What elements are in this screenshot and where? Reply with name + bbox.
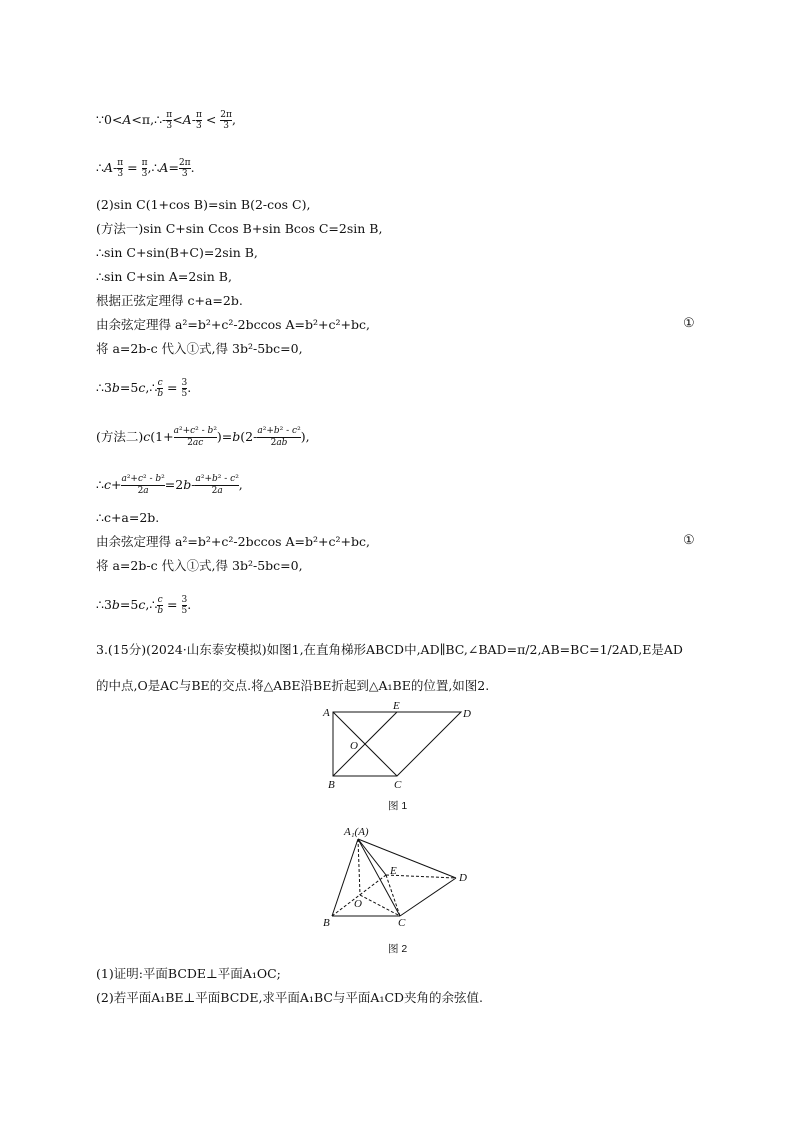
solution-line-1: ∵0<A<π,∴-π 3 <A-π 3 < 2π 3 , — [96, 110, 236, 131]
solution-line-4: (方法一)sin C+sin Ccos B+sin Bcos C=2sin B, — [96, 221, 383, 236]
equation-number-1: ① — [683, 316, 695, 331]
solution-line-5: ∴sin C+sin(B+C)=2sin B, — [96, 245, 258, 260]
figure-2-folded-solid — [318, 822, 478, 932]
solution-line-6: ∴sin C+sin A=2sin B, — [96, 269, 232, 284]
figure-1-trapezoid — [320, 700, 480, 792]
question-3 — [96, 638, 716, 698]
label-b: B — [323, 917, 330, 929]
label-d: D — [459, 872, 467, 884]
label-o: O — [350, 740, 358, 752]
solution-line-12: ∴c+a²+c² - b² 2a =2b-a²+b² - c² 2a , — [96, 474, 243, 496]
solution-line-10: $\therefore 3b=5c,\therefore\frac{c}{b}$ = 3 5 . — [96, 378, 192, 399]
label-d: D — [463, 708, 471, 720]
equation-number-2: ① — [683, 533, 695, 548]
solution-line-15: 将 a=2b-c 代入①式,得 3b²-5bc=0, — [96, 558, 303, 573]
solution-line-11: (方法二)c(1+a²+c² - b² 2ac )=b(2-a²+b² - c² 2ab ), — [96, 426, 310, 448]
label-a1: A₁(A) — [344, 826, 369, 838]
solution-line-13: ∴c+a=2b. — [96, 510, 160, 525]
solution-line-14: 由余弦定理得 a²=b²+c²-2bccos A=b²+c²+bc, — [96, 534, 370, 549]
question-line-2: 的中点,O是AC与BE的交点.将△ABE沿BE折起到△A₁BE的位置,如图2. — [96, 678, 490, 693]
label-a: A — [323, 707, 330, 719]
question-part-2: (2)若平面A₁BE⊥平面BCDE,求平面A₁BC与平面A₁CD夹角的余弦值. — [96, 990, 484, 1005]
question-part-1: (1)证明:平面BCDE⊥平面A₁OC; — [96, 966, 281, 981]
label-b: B — [328, 779, 335, 791]
solution-line-16: $\therefore 3b=5c,\therefore\frac{c}{b}$ = 3 5 . — [96, 595, 192, 616]
edge-cd — [400, 878, 456, 916]
label-o: O — [354, 898, 362, 910]
solution-line-8: 由余弦定理得 a²=b²+c²-2bccos A=b²+c²+bc, — [96, 317, 370, 332]
figure-2-caption: 图 2 — [388, 943, 408, 955]
edge-a1o — [358, 839, 360, 895]
question-line-1: 3.(15分)(2024·山东泰安模拟)如图1,在直角梯形ABCD中,AD∥BC,∠BAD=π/2,AB=BC=1/2AD,E是AD — [96, 642, 683, 657]
solution-line-2: ∴A-π 3 = π 3 ,∴A=2π 3 . — [96, 158, 195, 179]
solution-line-3: (2)sin C(1+cos B)=sin B(2-cos C), — [96, 197, 311, 212]
label-c: C — [394, 779, 402, 791]
solution-line-7: 根据正弦定理得 c+a=2b. — [96, 293, 243, 308]
figure-1-caption: 图 1 — [388, 800, 408, 812]
solution-line-9: 将 a=2b-c 代入①式,得 3b²-5bc=0, — [96, 341, 303, 356]
label-c: C — [398, 917, 406, 929]
label-e: E — [390, 865, 397, 877]
label-e: E — [393, 700, 400, 712]
